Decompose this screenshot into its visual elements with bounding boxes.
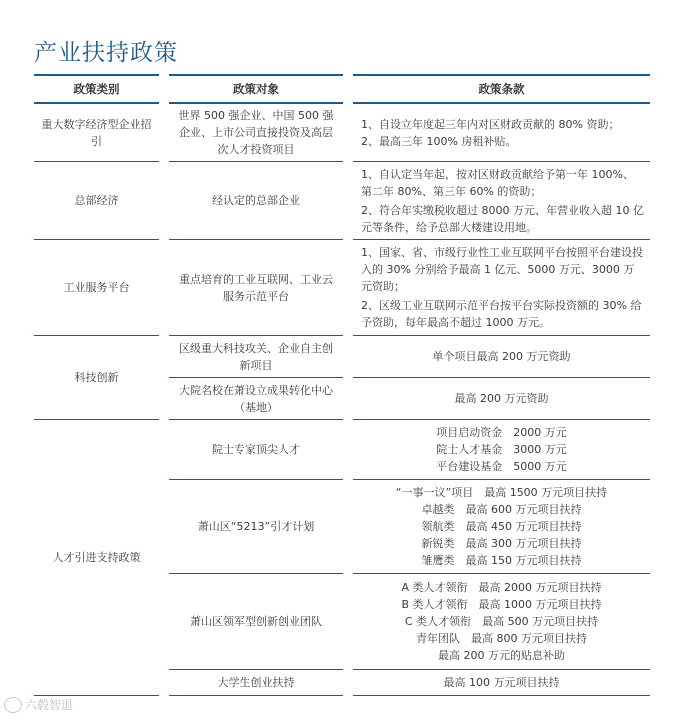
term-line: 平台建设基金 5000 万元	[436, 460, 567, 473]
category-cell: 人才引进支持政策	[34, 420, 159, 696]
target-cell: 萧山区“5213”引才计划	[169, 480, 343, 574]
term-line: 项目启动资金 2000 万元	[436, 426, 567, 439]
category-cell: 总部经济	[34, 162, 159, 240]
term-line: 卓越类 最高 600 万元项目扶持	[421, 503, 582, 516]
term-line: “一事一议”项目 最高 1500 万元项目扶持	[395, 486, 608, 499]
term-line: 青年团队 最高 800 万元项目扶持	[416, 632, 587, 645]
policy-table	[34, 74, 650, 696]
term-line: 领航类 最高 450 万元项目扶持	[421, 520, 582, 533]
target-cell: 经认定的总部企业	[169, 162, 343, 240]
term-line: 最高 100 万元项目扶持	[443, 676, 560, 689]
watermark-text: 六毂智退	[25, 698, 74, 712]
terms-cell	[353, 670, 650, 696]
term-line: 新锐类 最高 300 万元项目扶持	[421, 537, 582, 550]
target-cell: 院士专家顶尖人才	[169, 420, 343, 480]
term-line: 1、自认定当年起，按对区财政贡献给予第一年 100%、第二年 80%、第三年 60% 的资助；	[361, 167, 634, 198]
term-line: 1、自设立年度起三年内对区财政贡献的 80% 资助；	[361, 117, 620, 131]
table-row	[34, 104, 650, 162]
terms-cell	[353, 480, 650, 574]
target-cell: 萧山区领军型创新创业团队	[169, 574, 343, 670]
target-cell: 大院名校在萧设立成果转化中心（基地）	[169, 378, 343, 420]
term-line: B 类人才领衔 最高 1000 万元项目扶持	[401, 598, 602, 611]
term-line: 2、区级工业互联网示范平台按平台实际投资额的 30% 给予资助，每年最高不超过 1000 万元。	[361, 299, 642, 329]
terms-cell	[353, 162, 650, 240]
table-row	[34, 336, 650, 378]
target-cell: 大学生创业扶持	[169, 670, 343, 696]
watermark	[4, 696, 73, 713]
table-row	[34, 162, 650, 240]
term-line: 1、国家、省、市级行业性工业互联网平台按照平台建设投入的 30% 分别给予最高 1 亿元、5000 万元、3000 万元资助；	[361, 246, 643, 293]
header-terms: 政策条款	[353, 74, 650, 104]
category-cell: 科技创新	[34, 336, 159, 420]
table-row	[34, 420, 650, 480]
term-line: 2、符合年实缴税收超过 8000 万元、年营业收入超 10 亿元等条件，给予总部大楼建设用地。	[361, 203, 644, 234]
term-line: C 类人才领衔 最高 500 万元项目扶持	[404, 615, 599, 628]
header-target: 政策对象	[169, 74, 343, 104]
target-cell: 世界 500 强企业、中国 500 强企业、上市公司直接投资及高层次人才投资项目	[169, 104, 343, 162]
terms-cell	[353, 574, 650, 670]
page-title: 产业扶持政策	[34, 40, 178, 66]
terms-cell	[353, 420, 650, 480]
category-cell: 工业服务平台	[34, 240, 159, 336]
watermark-logo-icon	[4, 697, 22, 713]
table-header-row	[34, 74, 650, 104]
target-cell: 重点培育的工业互联网、工业云服务示范平台	[169, 240, 343, 336]
header-category: 政策类别	[34, 74, 159, 104]
terms-cell: 最高 200 万元资助	[353, 378, 650, 420]
target-cell: 区级重大科技攻关、企业自主创新项目	[169, 336, 343, 378]
terms-cell	[353, 104, 650, 162]
category-cell: 重大数字经济型企业招引	[34, 104, 159, 162]
term-line: 2、最高三年 100% 房租补贴。	[361, 134, 517, 148]
term-line: 院士人才基金 3000 万元	[436, 443, 567, 456]
term-line: 雏鹰类 最高 150 万元项目扶持	[421, 554, 582, 567]
term-line: 最高 200 万元的贴息补助	[438, 649, 565, 662]
table-row	[34, 240, 650, 336]
terms-cell	[353, 240, 650, 336]
term-line: A 类人才领衔 最高 2000 万元项目扶持	[401, 581, 602, 594]
terms-cell: 单个项目最高 200 万元资助	[353, 336, 650, 378]
